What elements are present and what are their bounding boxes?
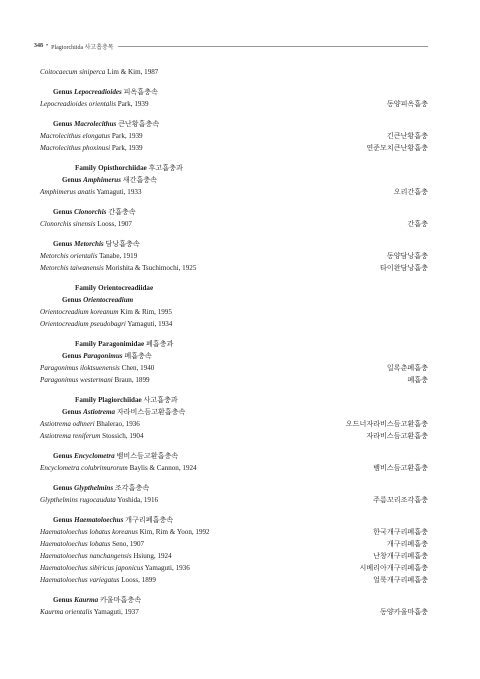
- species-entry: [40, 98, 149, 110]
- korean-name: 일록춘폐흡충: [386, 364, 428, 372]
- korean-name: 난창개구리폐흡충: [373, 552, 428, 560]
- species-row: [40, 262, 428, 274]
- species-entry: [40, 130, 143, 142]
- genus-heading: [40, 482, 428, 494]
- korean-name: 개구리폐흡충속: [125, 516, 174, 524]
- section-gap: [40, 506, 428, 514]
- species-row: [40, 538, 428, 550]
- korean-name: 뱀비스듬고환흡충: [373, 464, 428, 472]
- korean-name: 타이완담낭흡충: [380, 264, 428, 272]
- species-author: Bhalerao, 1936: [96, 420, 140, 428]
- korean-name: 뱀비스듬고환흡충속: [116, 452, 179, 460]
- species-entry: [40, 538, 144, 550]
- species-entry: [40, 66, 158, 78]
- taxon-name: Astiotrema: [83, 408, 116, 416]
- species-name: Metorchis taiwanensis: [40, 264, 104, 272]
- genus-heading: [40, 238, 428, 250]
- species-row: [40, 306, 428, 318]
- section-gap: [40, 442, 428, 450]
- species-name: Coitocaecum siniperca: [40, 68, 106, 76]
- taxon-name: Paragonimidae: [98, 340, 145, 348]
- family-heading: [40, 282, 428, 294]
- species-name: Kaurma orientalis: [40, 608, 93, 616]
- species-entry: [40, 374, 150, 386]
- korean-name: 자라비스듬고환흡충속: [116, 408, 186, 416]
- korean-name: 연준모치큰난황흡충: [366, 144, 428, 152]
- species-name: Lepocreadioides orientalis: [40, 100, 116, 108]
- taxon-name: Plagiorchiidae: [98, 396, 142, 404]
- genus-heading: [40, 350, 428, 362]
- taxon-name: Orientocreadiidae: [98, 284, 154, 292]
- species-entry: [40, 262, 196, 274]
- species-author: Tanabe, 1919: [99, 252, 138, 260]
- korean-name: 동양담낭흡충: [386, 252, 428, 260]
- species-author: Yoshida, 1916: [117, 496, 159, 504]
- korean-name: 시베리아개구리폐흡충: [359, 564, 428, 572]
- korean-name: 후고흡충과: [148, 164, 183, 172]
- species-entry: [40, 362, 154, 374]
- family-heading: [40, 394, 428, 406]
- species-name: Astiotrema odhneri: [40, 420, 95, 428]
- species-row: [40, 362, 428, 374]
- korean-name: 폐흡충과: [145, 340, 174, 348]
- species-name: Haematoloechus lobatus: [40, 540, 111, 548]
- species-author: Stossich, 1904: [102, 432, 144, 440]
- rank-label: Family: [75, 396, 97, 404]
- species-row: [40, 186, 428, 198]
- rank-label: Genus: [53, 484, 73, 492]
- species-entry: [40, 418, 140, 430]
- species-name: Macrolecithus phoxinusi: [40, 144, 111, 152]
- rank-label: Genus: [62, 296, 82, 304]
- species-name: Astiotrema reniferum: [40, 432, 101, 440]
- species-entry: [40, 562, 190, 574]
- species-row: [40, 98, 428, 110]
- species-name: Haematoloechus lobatus koreanus: [40, 528, 138, 536]
- species-entry: [40, 142, 143, 154]
- species-entry: [40, 306, 172, 318]
- section-gap: [40, 110, 428, 118]
- korean-name: 간흡충속: [108, 208, 136, 216]
- species-author: Looss, 1907: [97, 220, 132, 228]
- species-author: Seno, 1907: [112, 540, 145, 548]
- species-entry: [40, 550, 172, 562]
- rank-label: Family: [75, 340, 97, 348]
- species-author: Yamaguti, 1937: [93, 608, 139, 616]
- species-name: Haematoloechus nanchangensis: [40, 552, 132, 560]
- section-gap: [40, 586, 428, 594]
- species-author: Braun, 1899: [114, 376, 150, 384]
- taxon-name: Lepocreadioides: [74, 88, 122, 96]
- taxon-name: Orientocreadium: [83, 296, 134, 304]
- species-row: [40, 218, 428, 230]
- korean-name: 자라비스듬고환흡충: [366, 432, 428, 440]
- species-name: Orientocreadium pseudobagri: [40, 320, 126, 328]
- rank-label: Family: [75, 164, 97, 172]
- taxon-name: Opisthorchiidae: [98, 164, 147, 172]
- genus-heading: [40, 86, 428, 98]
- korean-name: 큰난황흡충속: [118, 120, 160, 128]
- korean-name: 얼룩개구리폐흡충: [373, 576, 428, 584]
- species-author: Yamaguti, 1933: [96, 188, 142, 196]
- taxon-name: Amphimerus: [83, 176, 121, 184]
- species-author: Kim & Rim, 1995: [120, 308, 172, 316]
- species-name: Glypthelmins rugocaudata: [40, 496, 116, 504]
- korean-name: 폐흡충: [407, 376, 428, 384]
- rank-label: Genus: [53, 208, 73, 216]
- genus-heading: [40, 206, 428, 218]
- taxon-name: Clonorchis: [74, 208, 107, 216]
- species-row: [40, 374, 428, 386]
- species-row: [40, 574, 428, 586]
- rank-label: Genus: [53, 516, 73, 524]
- rank-label: Genus: [62, 176, 82, 184]
- korean-name: 카울마흡충속: [99, 596, 142, 604]
- rank-label: Genus: [62, 352, 82, 360]
- species-author: Baylis & Cannon, 1924: [129, 464, 197, 472]
- species-name: Haematoloechus variegatus: [40, 576, 120, 584]
- species-author: Park, 1939: [117, 100, 149, 108]
- species-name: Amphimerus anatis: [40, 188, 95, 196]
- section-gap: [40, 230, 428, 238]
- genus-heading: [40, 594, 428, 606]
- species-entry: [40, 250, 137, 262]
- species-row: [40, 494, 428, 506]
- species-name: Paragonimus iloktsuenensis: [40, 364, 120, 372]
- family-heading: [40, 338, 428, 350]
- species-name: Encyclometra colubrimurorum: [40, 464, 128, 472]
- genus-heading: [40, 514, 428, 526]
- section-gap: [40, 474, 428, 482]
- taxon-name: Encyclometra: [74, 452, 115, 460]
- korean-name: 한국개구리폐흡충: [373, 528, 428, 536]
- rank-label: Genus: [62, 408, 82, 416]
- section-gap: [40, 198, 428, 206]
- taxon-name: Haematoloechus: [74, 516, 124, 524]
- species-row: [40, 526, 428, 538]
- species-row: [40, 66, 428, 78]
- species-author: Chen, 1940: [121, 364, 155, 372]
- species-author: Kim, Rim & Yoon, 1992: [139, 528, 210, 536]
- rank-label: Genus: [53, 596, 73, 604]
- rank-label: Genus: [53, 88, 73, 96]
- species-author: Hsiung, 1924: [133, 552, 172, 560]
- species-row: [40, 418, 428, 430]
- header-rule: [118, 46, 428, 47]
- korean-name: 담낭흡충속: [105, 240, 140, 248]
- species-entry: [40, 606, 139, 618]
- species-row: [40, 606, 428, 618]
- species-name: Haematoloechus sibiricus japonicus: [40, 564, 144, 572]
- species-entry: [40, 430, 144, 442]
- rank-label: Family: [75, 284, 97, 292]
- korean-name: 오리간흡충: [393, 188, 428, 196]
- species-entry: [40, 526, 210, 538]
- species-author: Looss, 1899: [121, 576, 156, 584]
- section-gap: [40, 274, 428, 282]
- species-entry: [40, 574, 156, 586]
- rank-label: Genus: [53, 120, 73, 128]
- korean-name: 개구리폐흡충: [386, 540, 428, 548]
- genus-heading: [40, 406, 428, 418]
- species-row: [40, 562, 428, 574]
- section-gap: [40, 78, 428, 86]
- species-row: [40, 250, 428, 262]
- running-title: Plagiorchiida 사고흡충목: [51, 44, 114, 51]
- korean-name: 오드너자라비스듬고환흡충: [345, 420, 428, 428]
- species-entry: [40, 494, 158, 506]
- species-entry: [40, 186, 142, 198]
- species-name: Orientocreadium koreanum: [40, 308, 119, 316]
- species-row: [40, 130, 428, 142]
- species-entry: [40, 318, 172, 330]
- species-name: Clonorchis sinensis: [40, 220, 96, 228]
- page-number: 348: [34, 43, 43, 49]
- family-heading: [40, 162, 428, 174]
- rank-label: Genus: [53, 240, 73, 248]
- species-name: Macrolecithus elongatus: [40, 132, 111, 140]
- species-row: [40, 142, 428, 154]
- species-author: Lim & Kim, 1987: [107, 68, 159, 76]
- species-row: [40, 462, 428, 474]
- korean-name: 동양피옥흡충: [386, 100, 428, 108]
- korean-name: 사고흡충과: [143, 396, 178, 404]
- section-gap: [40, 386, 428, 394]
- species-author: Yamaguti, 1936: [144, 564, 190, 572]
- genus-heading: [40, 294, 428, 306]
- species-entry: [40, 462, 197, 474]
- taxon-name: Paragonimus: [83, 352, 123, 360]
- species-author: Park, 1939: [111, 144, 143, 152]
- korean-name: 조각흡충속: [114, 484, 150, 492]
- taxon-name: Kaurma: [74, 596, 99, 604]
- genus-heading: [40, 450, 428, 462]
- genus-heading: [40, 118, 428, 130]
- taxonomy-list: [40, 66, 428, 618]
- species-name: Metorchis orientalis: [40, 252, 98, 260]
- section-gap: [40, 154, 428, 162]
- rank-label: Genus: [53, 452, 73, 460]
- genus-heading: [40, 174, 428, 186]
- taxon-name: Metorchis: [74, 240, 104, 248]
- species-author: Park, 1939: [111, 132, 143, 140]
- species-author: Morishita & Tsuchimochi, 1925: [105, 264, 197, 272]
- korean-name: 긴큰난황흡충: [386, 132, 428, 140]
- species-name: Paragonimus westermani: [40, 376, 113, 384]
- species-entry: [40, 218, 132, 230]
- species-row: [40, 550, 428, 562]
- species-row: [40, 318, 428, 330]
- korean-name: 새간흡충속: [122, 176, 158, 184]
- korean-name: 주름꼬리조각흡충: [373, 496, 428, 504]
- species-row: [40, 430, 428, 442]
- species-author: Yamaguti, 1934: [127, 320, 173, 328]
- taxon-name: Macrolecithus: [74, 120, 117, 128]
- korean-name: 폐흡충속: [124, 352, 152, 360]
- korean-name: 간흡충: [407, 220, 428, 228]
- korean-name: 동양카울마흡충: [380, 608, 428, 616]
- running-header: [34, 40, 428, 52]
- header-bullet: •: [46, 43, 49, 49]
- korean-name: 피옥흡충속: [123, 88, 158, 96]
- section-gap: [40, 330, 428, 338]
- taxon-name: Glypthelmins: [74, 484, 114, 492]
